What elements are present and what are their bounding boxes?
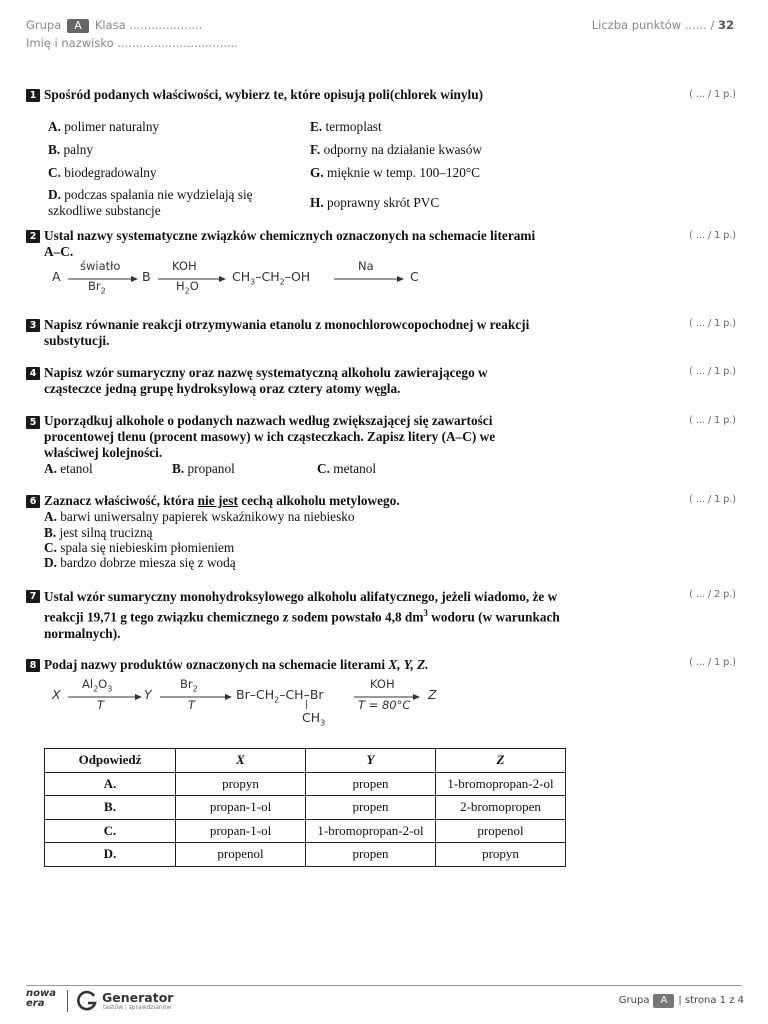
q8-arrow2-top: $Br_2$ — [180, 677, 198, 694]
q6-option-b: B. jest silną trucizną — [44, 525, 153, 540]
q6-option-c: C. spala się niebieskim płomieniem — [44, 540, 235, 555]
question-5-text: Uporządkuj alkohole o podanych nazwach według zwiększającej się zawartości procentowej tlenu (procent masowy) w ich cząsteczkach. Zapisz litery (A–C) we właściwej kolejności. — [44, 413, 496, 460]
points-total — [592, 18, 734, 32]
table-cell: propyn — [436, 843, 566, 867]
q1-option-d: D. podczas spalania nie wydzielają się szkodliwe substancje — [48, 187, 253, 218]
table-row — [45, 796, 566, 820]
q8-arrow1-bottom: T — [97, 698, 105, 712]
scheme-start: A — [52, 269, 61, 284]
q5-option-a: A. etanol — [44, 461, 93, 476]
header-left — [26, 18, 202, 33]
question-1-text: Spośród podanych właściwości, wybierz te, które opisują poli(chlorek winylu) — [44, 87, 484, 102]
question-number-4: 4 — [26, 367, 40, 380]
q5-option-b: B. propanol — [172, 461, 235, 476]
table-header: X — [176, 749, 306, 773]
footer-divider — [26, 985, 742, 986]
table-cell: D. — [45, 843, 176, 867]
logo-divider — [67, 990, 68, 1012]
q8-reaction-scheme — [52, 677, 442, 728]
question-7-text: Ustal wzór sumaryczny monohydroksylowego alkoholu alifatycznego, jeżeli wiadomo, że w reakcji 19,71 g tego związku chemicznego z sodem powstało 4,8 $dm^3$ wodoru (w warunkach normalnych). — [44, 589, 560, 642]
question-5-points: ( ... / 1 p.) — [689, 415, 736, 426]
question-number-1: 1 — [26, 89, 40, 102]
scheme-end: C — [410, 269, 419, 284]
question-4-text: Napisz wzór sumaryczny oraz nazwę systematyczną alkoholu zawierającego w cząsteczce jedną grupę hydroksylową oraz cztery atomy węgla. — [44, 365, 488, 396]
question-3-points: ( ... / 1 p.) — [689, 318, 736, 329]
generator-logo-icon — [76, 990, 98, 1012]
question-number-7: 7 — [26, 590, 40, 603]
arrow1-bottom: $Br_2$ — [88, 279, 106, 296]
q1-option-c: C. biodegradowalny — [48, 165, 157, 180]
question-1-points: ( ... / 1 p.) — [689, 89, 736, 100]
q1-option-b: B. palny — [48, 142, 94, 157]
q8-arrow3-bottom: T = 80°C — [358, 698, 411, 712]
q1-option-h: H. poprawny skrót PVC — [310, 195, 440, 210]
scheme-compound: $CH_3-CH_2-OH$ — [232, 269, 311, 287]
scheme-branch: $CH_3$ — [302, 710, 326, 728]
q1-option-e: E. termoplast — [310, 119, 382, 134]
q1-option-g: G. mięknie w temp. 100–120°C — [310, 165, 481, 180]
q8-arrow3-top: KOH — [370, 677, 395, 691]
grupa-label: Grupa — [26, 18, 62, 32]
branch-bond: | — [305, 700, 309, 710]
scheme-x: X — [52, 687, 61, 702]
generator-logo-subtext: testów i sprawdzianów — [103, 1004, 172, 1011]
points-label: Liczba punktów ...... / — [591, 18, 715, 32]
q8-arrow1-top: $Al_2O_3$ — [82, 677, 113, 694]
question-8-text: Podaj nazwy produktów oznaczonych na schemacie literami X, Y, Z. — [44, 657, 429, 672]
question-4-points: ( ... / 1 p.) — [689, 366, 736, 377]
table-cell: propan-1-ol — [176, 796, 306, 820]
q8-arrow2-bottom: T — [188, 698, 196, 712]
table-cell: propenol — [176, 843, 306, 867]
table-cell: 1-bromopropan-2-ol — [436, 772, 566, 796]
question-number-3: 3 — [26, 319, 40, 332]
table-row — [45, 819, 566, 843]
table-cell: A. — [45, 772, 176, 796]
question-6-text: Zaznacz właściwość, która nie jest cechą alkoholu metylowego. — [44, 493, 400, 508]
name-field: Imię i nazwisko ................................. — [26, 36, 238, 50]
table-cell: propen — [306, 796, 436, 820]
scheme-z: Z — [428, 687, 437, 702]
arrow2-top: KOH — [172, 259, 197, 273]
points-max: 32 — [717, 18, 734, 32]
answer-table — [44, 748, 566, 867]
question-2-points: ( ... / 1 p.) — [689, 230, 736, 241]
q6-option-d: D. bardzo dobrze miesza się z wodą — [44, 555, 236, 570]
table-cell: C. — [45, 819, 176, 843]
table-cell: 2-bromopropen — [436, 796, 566, 820]
q6-option-a: A. barwi uniwersalny papierek wskaźnikowy na niebiesko — [44, 509, 355, 524]
q8-arrow1-icon — [68, 693, 142, 701]
table-row — [45, 772, 566, 796]
table-cell: propen — [306, 772, 436, 796]
table-header: Z — [436, 749, 566, 773]
question-8-points: ( ... / 1 p.) — [689, 657, 736, 668]
table-cell: propan-1-ol — [176, 819, 306, 843]
q5-option-c: C. metanol — [317, 461, 377, 476]
scheme-compound: $Br-CH_2-CH-Br$ — [236, 687, 324, 705]
table-cell: propen — [306, 843, 436, 867]
footer-page-info: Grupa A | strona 1 z 4 — [618, 995, 744, 1006]
arrow3-top: Na — [358, 259, 374, 273]
question-3-text: Napisz równanie reakcji otrzymywania etanolu z monochlorowcopochodnej w reakcji substytucji. — [44, 317, 530, 348]
question-number-6: 6 — [26, 495, 40, 508]
nowa-era-logo: nowa era — [26, 988, 56, 1009]
table-cell: 1-bromopropan-2-ol — [306, 819, 436, 843]
question-number-8: 8 — [26, 659, 40, 672]
question-number-5: 5 — [26, 416, 40, 429]
table-header: Y — [306, 749, 436, 773]
arrow3-icon — [334, 275, 404, 283]
grupa-badge: A — [67, 19, 89, 33]
table-cell: propenol — [436, 819, 566, 843]
table-cell: propyn — [176, 772, 306, 796]
scheme-y: Y — [144, 687, 152, 702]
table-cell: B. — [45, 796, 176, 820]
klasa-field: Klasa .................... — [94, 18, 203, 32]
scheme-mid: B — [142, 269, 151, 284]
question-2-text: Ustal nazwy systematyczne związków chemicznych oznaczonych na schemacie literami A–C. — [44, 228, 536, 259]
q8-arrow2-icon — [160, 693, 232, 701]
q1-option-f: F. odporny na działanie kwasów — [310, 142, 482, 157]
table-header: Odpowiedź — [45, 749, 176, 773]
question-6-points: ( ... / 1 p.) — [689, 494, 736, 505]
generator-logo-text: Generator — [102, 990, 174, 1005]
arrow2-bottom: $H_2O$ — [176, 279, 199, 296]
question-number-2: 2 — [26, 230, 40, 243]
table-row — [45, 843, 566, 867]
question-7-points: ( ... / 2 p.) — [689, 589, 736, 600]
arrow1-top: światło — [80, 259, 121, 273]
q1-option-a: A. polimer naturalny — [48, 119, 160, 134]
table-header-row — [45, 749, 566, 773]
q2-reaction-scheme — [52, 259, 432, 296]
